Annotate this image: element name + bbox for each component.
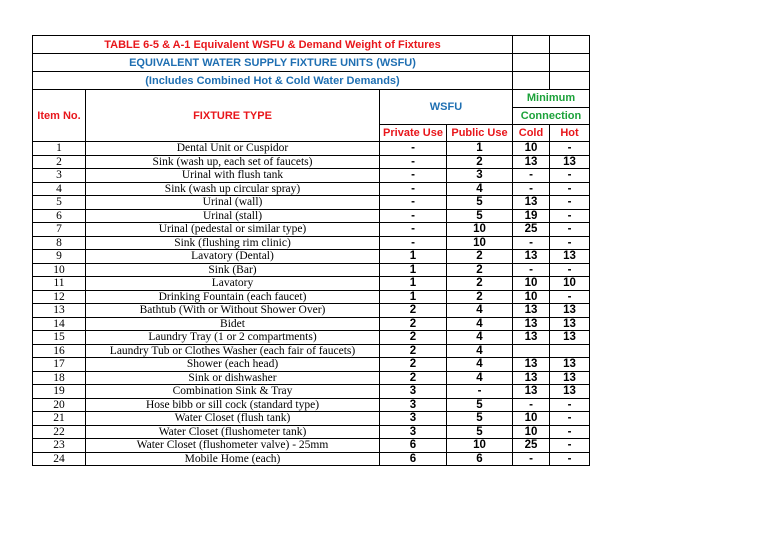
private-use-cell: -: [380, 223, 447, 237]
table-row: [33, 169, 590, 183]
private-use-cell: -: [380, 209, 447, 223]
item-no-cell: 13: [33, 304, 86, 318]
hot-cell: -: [550, 169, 590, 183]
public-use-cell: 10: [447, 223, 513, 237]
private-use-cell: 1: [380, 263, 447, 277]
item-no-cell: 10: [33, 263, 86, 277]
item-no-cell: 7: [33, 223, 86, 237]
item-no-cell: 6: [33, 209, 86, 223]
public-use-cell: 2: [447, 290, 513, 304]
table-row: [33, 263, 590, 277]
item-no-cell: 21: [33, 412, 86, 426]
public-use-cell: 5: [447, 209, 513, 223]
empty-cell: [550, 36, 590, 54]
cold-cell: 13: [513, 358, 550, 372]
item-no-cell: 3: [33, 169, 86, 183]
hot-cell: -: [550, 290, 590, 304]
cold-cell: 10: [513, 425, 550, 439]
public-use-cell: 4: [447, 182, 513, 196]
public-use-cell: -: [447, 385, 513, 399]
cold-cell: 19: [513, 209, 550, 223]
fixture-type-cell: Laundry Tub or Clothes Washer (each fair of faucets): [86, 344, 380, 358]
private-use-cell: 1: [380, 250, 447, 264]
fixture-type-cell: Bidet: [86, 317, 380, 331]
cold-cell: 13: [513, 331, 550, 345]
private-use-cell: 6: [380, 452, 447, 466]
cold-cell: 13: [513, 371, 550, 385]
private-use-cell: 2: [380, 371, 447, 385]
fixture-type-cell: Water Closet (flush tank): [86, 412, 380, 426]
table-row: [33, 182, 590, 196]
fixture-type-header: FIXTURE TYPE: [86, 90, 380, 142]
empty-cell: [513, 54, 550, 72]
cold-header: Cold: [513, 125, 550, 142]
hot-cell: [550, 344, 590, 358]
private-use-cell: 1: [380, 290, 447, 304]
public-use-cell: 6: [447, 452, 513, 466]
table-note: (Includes Combined Hot & Cold Water Demands): [33, 72, 513, 90]
hot-header: Hot: [550, 125, 590, 142]
item-no-cell: 23: [33, 439, 86, 453]
table-row: [33, 385, 590, 399]
fixture-type-cell: Sink (wash up, each set of faucets): [86, 155, 380, 169]
cold-cell: 13: [513, 317, 550, 331]
fixture-type-cell: Water Closet (flushometer tank): [86, 425, 380, 439]
cold-cell: 10: [513, 277, 550, 291]
hot-cell: -: [550, 142, 590, 156]
fixture-type-cell: Bathtub (With or Without Shower Over): [86, 304, 380, 318]
hot-cell: -: [550, 398, 590, 412]
table-row: [33, 142, 590, 156]
cold-cell: [513, 344, 550, 358]
table-row: [33, 236, 590, 250]
private-use-cell: 2: [380, 344, 447, 358]
cold-cell: 13: [513, 304, 550, 318]
fixture-type-cell: Combination Sink & Tray: [86, 385, 380, 399]
private-use-cell: 3: [380, 412, 447, 426]
public-use-cell: 4: [447, 371, 513, 385]
public-use-cell: 5: [447, 425, 513, 439]
cold-cell: 13: [513, 196, 550, 210]
cold-cell: -: [513, 169, 550, 183]
public-use-cell: 4: [447, 344, 513, 358]
hot-cell: 10: [550, 277, 590, 291]
cold-cell: -: [513, 182, 550, 196]
cold-cell: 13: [513, 250, 550, 264]
cold-cell: 10: [513, 290, 550, 304]
item-no-cell: 16: [33, 344, 86, 358]
private-use-cell: 3: [380, 398, 447, 412]
public-use-cell: 2: [447, 155, 513, 169]
hot-cell: -: [550, 223, 590, 237]
public-use-cell: 2: [447, 263, 513, 277]
hot-cell: 13: [550, 331, 590, 345]
cold-cell: 13: [513, 155, 550, 169]
hot-cell: 13: [550, 358, 590, 372]
cold-cell: 25: [513, 439, 550, 453]
hot-cell: -: [550, 439, 590, 453]
item-no-cell: 5: [33, 196, 86, 210]
public-use-cell: 4: [447, 317, 513, 331]
item-no-cell: 4: [33, 182, 86, 196]
cold-cell: 10: [513, 142, 550, 156]
cold-cell: -: [513, 263, 550, 277]
cold-cell: -: [513, 236, 550, 250]
fixture-type-cell: Sink (wash up circular spray): [86, 182, 380, 196]
table-row: [33, 344, 590, 358]
private-use-header: Private Use: [380, 125, 447, 142]
item-no-cell: 19: [33, 385, 86, 399]
fixture-type-cell: Laundry Tray (1 or 2 compartments): [86, 331, 380, 345]
table-row: [33, 439, 590, 453]
private-use-cell: 2: [380, 331, 447, 345]
minimum-header: Minimum: [513, 90, 590, 108]
cold-cell: 10: [513, 412, 550, 426]
private-use-cell: 6: [380, 439, 447, 453]
item-no-cell: 24: [33, 452, 86, 466]
fixture-type-cell: Sink or dishwasher: [86, 371, 380, 385]
fixture-type-cell: Water Closet (flushometer valve) - 25mm: [86, 439, 380, 453]
item-no-cell: 8: [33, 236, 86, 250]
fixture-type-cell: Lavatory: [86, 277, 380, 291]
fixture-type-cell: Urinal (stall): [86, 209, 380, 223]
hot-cell: 13: [550, 317, 590, 331]
private-use-cell: 2: [380, 317, 447, 331]
public-use-cell: 2: [447, 277, 513, 291]
fixture-type-cell: Lavatory (Dental): [86, 250, 380, 264]
table-row: [33, 304, 590, 318]
public-use-cell: 10: [447, 439, 513, 453]
private-use-cell: -: [380, 169, 447, 183]
hot-cell: -: [550, 452, 590, 466]
hot-cell: -: [550, 236, 590, 250]
table-row: [33, 196, 590, 210]
item-no-cell: 17: [33, 358, 86, 372]
wsfu-table: [32, 35, 590, 466]
hot-cell: 13: [550, 304, 590, 318]
fixture-type-cell: Dental Unit or Cuspidor: [86, 142, 380, 156]
table-row: [33, 425, 590, 439]
table-row: [33, 223, 590, 237]
hot-cell: -: [550, 263, 590, 277]
hot-cell: 13: [550, 155, 590, 169]
fixture-type-cell: Mobile Home (each): [86, 452, 380, 466]
table-row: [33, 331, 590, 345]
table-row: [33, 155, 590, 169]
public-use-cell: 3: [447, 169, 513, 183]
private-use-cell: -: [380, 236, 447, 250]
private-use-cell: 2: [380, 304, 447, 318]
hot-cell: 13: [550, 250, 590, 264]
empty-cell: [513, 36, 550, 54]
table-title: TABLE 6-5 & A-1 Equivalent WSFU & Demand Weight of Fixtures: [33, 36, 513, 54]
fixture-type-cell: Urinal with flush tank: [86, 169, 380, 183]
cold-cell: 13: [513, 385, 550, 399]
table-row: [33, 277, 590, 291]
fixture-type-cell: Hose bibb or sill cock (standard type): [86, 398, 380, 412]
table-row: [33, 398, 590, 412]
table-row: [33, 371, 590, 385]
public-use-cell: 2: [447, 250, 513, 264]
public-use-cell: 5: [447, 412, 513, 426]
table-row: [33, 290, 590, 304]
item-no-cell: 20: [33, 398, 86, 412]
public-use-cell: 4: [447, 304, 513, 318]
table-row: [33, 250, 590, 264]
empty-cell: [550, 72, 590, 90]
table-row: [33, 452, 590, 466]
item-no-cell: 15: [33, 331, 86, 345]
fixture-type-cell: Sink (flushing rim clinic): [86, 236, 380, 250]
item-no-header: Item No.: [33, 90, 86, 142]
item-no-cell: 1: [33, 142, 86, 156]
private-use-cell: -: [380, 155, 447, 169]
private-use-cell: -: [380, 182, 447, 196]
hot-cell: -: [550, 209, 590, 223]
item-no-cell: 2: [33, 155, 86, 169]
hot-cell: 13: [550, 371, 590, 385]
fixture-type-cell: Shower (each head): [86, 358, 380, 372]
private-use-cell: 1: [380, 277, 447, 291]
wsfu-header: WSFU: [380, 90, 513, 125]
public-use-cell: 5: [447, 196, 513, 210]
cold-cell: 25: [513, 223, 550, 237]
table-row: [33, 412, 590, 426]
hot-cell: -: [550, 412, 590, 426]
hot-cell: -: [550, 425, 590, 439]
public-use-cell: 10: [447, 236, 513, 250]
table-subtitle: EQUIVALENT WATER SUPPLY FIXTURE UNITS (WSFU): [33, 54, 513, 72]
empty-cell: [513, 72, 550, 90]
private-use-cell: 3: [380, 385, 447, 399]
private-use-cell: -: [380, 142, 447, 156]
private-use-cell: 3: [380, 425, 447, 439]
hot-cell: 13: [550, 385, 590, 399]
public-use-cell: 5: [447, 398, 513, 412]
table-row: [33, 358, 590, 372]
item-no-cell: 12: [33, 290, 86, 304]
public-use-cell: 4: [447, 331, 513, 345]
public-use-header: Public Use: [447, 125, 513, 142]
hot-cell: -: [550, 182, 590, 196]
public-use-cell: 1: [447, 142, 513, 156]
hot-cell: -: [550, 196, 590, 210]
private-use-cell: -: [380, 196, 447, 210]
item-no-cell: 14: [33, 317, 86, 331]
item-no-cell: 18: [33, 371, 86, 385]
item-no-cell: 11: [33, 277, 86, 291]
public-use-cell: 4: [447, 358, 513, 372]
cold-cell: -: [513, 452, 550, 466]
table-row: [33, 317, 590, 331]
item-no-cell: 22: [33, 425, 86, 439]
fixture-type-cell: Urinal (pedestal or similar type): [86, 223, 380, 237]
fixture-type-cell: Urinal (wall): [86, 196, 380, 210]
empty-cell: [550, 54, 590, 72]
connection-header: Connection: [513, 107, 590, 125]
item-no-cell: 9: [33, 250, 86, 264]
cold-cell: -: [513, 398, 550, 412]
fixture-type-cell: Sink (Bar): [86, 263, 380, 277]
table-row: [33, 209, 590, 223]
fixture-type-cell: Drinking Fountain (each faucet): [86, 290, 380, 304]
private-use-cell: 2: [380, 358, 447, 372]
